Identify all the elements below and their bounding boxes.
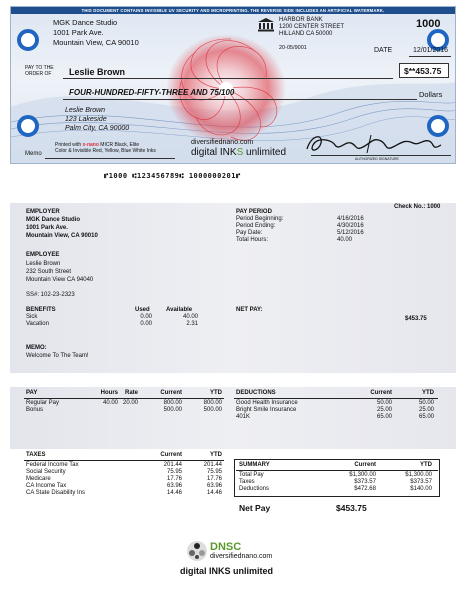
dollars-label: Dollars <box>419 90 443 99</box>
pay-current-values <box>152 400 182 414</box>
check-security-banner: THIS DOCUMENT CONTAINS INVISIBLE UV SECURITY AND MICROPRINTING. THE REVERSE SIDE INCLUDES AN ARTIFICIAL WATERMARK. <box>11 7 455 14</box>
benefits-used-header: Used <box>135 307 150 313</box>
ss-current: 75.95 <box>166 469 182 475</box>
taxes-heading: TAXES <box>26 452 46 458</box>
tax-social-security: Social Security <box>26 469 66 475</box>
brand-tagline <box>191 147 286 158</box>
sick-available: 40.00 <box>182 314 198 320</box>
footer-logo <box>0 538 463 598</box>
employee-ssn: SS#: 102-23-2323 <box>26 292 75 298</box>
summary-net-pay-value: $453.75 <box>336 503 367 513</box>
vacation-available: 2.31 <box>186 321 198 327</box>
benefits-available-header: Available <box>166 307 193 313</box>
deduction-401k: 401K <box>236 414 251 420</box>
ca-disability-ytd: 14.46 <box>206 490 222 496</box>
benefits-heading: BENEFITS <box>26 307 56 313</box>
date-underline <box>409 56 451 57</box>
net-pay-heading: NET PAY: <box>236 307 263 313</box>
amount-words-underline <box>63 99 417 100</box>
sick-used: 0.00 <box>140 314 152 320</box>
summary-header-rule <box>236 470 438 471</box>
check-hole-top-left <box>17 29 39 51</box>
tagline-s: S <box>236 147 244 158</box>
pay-date-value: 5/12/2016 <box>337 230 364 236</box>
memo-text: Welcome To The Team! <box>26 353 89 359</box>
pay-rate-header: Rate <box>124 390 138 396</box>
memo-label: Memo <box>25 151 42 157</box>
deduction-names <box>236 400 298 421</box>
bonus-ytd: 500.00 <box>203 407 222 413</box>
signature-line <box>311 155 451 156</box>
medicare-ytd: 17.76 <box>206 476 222 482</box>
taxes-ytd: $373.57 <box>410 479 432 485</box>
tax-ca-disability: CA State Disability Ins <box>26 490 86 496</box>
printed-with-label: Printed with <box>55 142 82 148</box>
check-no-label: Check No.: 1000 <box>394 204 441 210</box>
401k-current: 65.00 <box>376 414 392 420</box>
taxes-header-rule <box>24 460 224 461</box>
pay-ytd-values <box>194 400 222 414</box>
pay-to-label-1: PAY TO THE <box>25 65 54 71</box>
footer-tagline: digital INKS unlimited <box>180 566 274 576</box>
pay-header-rule <box>24 398 224 399</box>
brand-url: diversifiednano.com <box>191 139 254 146</box>
deductions-header-rule <box>234 398 438 399</box>
company-address-1: 1001 Park Ave. <box>53 28 104 37</box>
benefit-available-values <box>166 314 198 328</box>
401k-ytd: 65.00 <box>418 414 434 420</box>
pay-period-heading: PAY PERIOD <box>236 209 272 215</box>
summary-ytd-header: YTD <box>420 462 432 468</box>
printed-with-rest: MICR Black, Elite <box>100 142 140 148</box>
pay-current-header: Current <box>160 390 182 396</box>
check-amount: $**453.75 <box>404 66 442 76</box>
benefit-used-values <box>120 314 152 328</box>
summary-current-values <box>336 472 376 493</box>
tagline-part-a: digital INK <box>191 147 237 158</box>
payee-address-1: 123 Lakeside <box>65 116 107 123</box>
employee-address-1: 232 South Street <box>26 269 72 275</box>
tagline-part-b: unlimited <box>243 147 287 158</box>
pay-names <box>26 400 59 414</box>
company-address-2: Mountain View, CA 90010 <box>53 38 139 47</box>
pay-period-values <box>337 216 364 244</box>
pay-hours-header: Hours <box>100 390 118 396</box>
pay-period-labels <box>236 216 283 244</box>
total-pay-current: $1,300.00 <box>349 472 376 478</box>
check <box>10 6 456 164</box>
summary-current-header: Current <box>354 462 376 468</box>
summary-total-pay: Total Pay <box>239 472 264 478</box>
bank-address-2: HILLAND CA 50000 <box>279 31 333 37</box>
deductions-heading: DEDUCTIONS <box>236 390 276 396</box>
summary-heading: SUMMARY <box>239 462 270 468</box>
micr-line: ⑈1000 ⑆123456789⑆ 1000000201⑈ <box>104 172 241 180</box>
deductions-ytd: $140.00 <box>410 486 432 492</box>
pay-date-label: Pay Date: <box>236 230 263 236</box>
payee-address-name: Leslie Brown <box>65 107 106 114</box>
pay-regular: Regular Pay <box>26 400 60 406</box>
period-beginning-value: 4/16/2016 <box>337 216 364 222</box>
summary-taxes: Taxes <box>239 479 255 485</box>
vacation-used: 0.00 <box>140 321 152 327</box>
benefit-sick: Sick <box>26 314 38 320</box>
amount-in-words: FOUR-HUNDRED-FIFTY-THREE AND 75/100 <box>69 88 235 97</box>
tax-current-values <box>152 462 182 497</box>
deduction-health: Good Health Insurance <box>236 400 298 406</box>
regular-current: 800.00 <box>163 400 182 406</box>
taxes-current: $373.57 <box>354 479 376 485</box>
date-label: DATE <box>374 47 393 54</box>
deductions-ytd-header: YTD <box>422 390 434 396</box>
footer-url: diversifiednano.com <box>210 553 273 560</box>
memo-underline <box>45 158 175 159</box>
stub-info-panel <box>10 203 456 373</box>
health-ytd: 50.00 <box>418 400 434 406</box>
deductions-current-header: Current <box>370 390 392 396</box>
signature-image <box>301 131 451 155</box>
taxes-current-header: Current <box>160 452 182 458</box>
pay-rate-values <box>112 400 138 414</box>
bonus-current: 500.00 <box>163 407 182 413</box>
company-name: MGK Dance Studio <box>53 18 118 27</box>
period-beginning-label: Period Beginning: <box>236 216 284 222</box>
period-ending-label: Period Ending: <box>236 223 276 229</box>
total-hours-value: 40.00 <box>337 237 353 243</box>
footer-logo-text: DNSC <box>210 541 242 553</box>
deduction-smile: Bright Smile Insurance <box>236 407 297 413</box>
summary-names <box>239 472 269 493</box>
total-pay-ytd: $1,300.00 <box>405 472 432 478</box>
tax-names <box>26 462 85 497</box>
employee-heading: EMPLOYEE <box>26 252 60 258</box>
memo-heading: MEMO: <box>26 345 47 351</box>
printed-with-line-2: Color & Invisible Red, Yellow, Blue White Inks <box>55 148 156 154</box>
employer-address-2: Mountain View, CA 90010 <box>26 233 98 239</box>
smile-ytd: 25.00 <box>418 407 434 413</box>
pay-bonus: Bonus <box>26 407 44 413</box>
pay-ytd-header: YTD <box>210 390 222 396</box>
regular-rate: 20.00 <box>122 400 138 406</box>
employer-address-1: 1001 Park Ave. <box>26 225 68 231</box>
benefit-names <box>26 314 49 328</box>
payee-address-2: Palm City, CA 90000 <box>65 125 130 132</box>
bank-name: HARBOR BANK <box>279 17 323 23</box>
bank-building-icon <box>257 17 275 32</box>
payee-underline <box>63 78 393 79</box>
pay-to-label-2: ORDER OF <box>25 71 52 77</box>
smile-current: 25.00 <box>376 407 392 413</box>
xnano-brand: x-nano <box>82 142 99 148</box>
benefit-vacation: Vacation <box>26 321 49 327</box>
tax-ytd-values <box>194 462 222 497</box>
check-hole-bottom-left <box>17 115 39 137</box>
summary-net-pay-label: Net Pay <box>239 503 271 513</box>
tax-ca-income: CA Income Tax <box>26 483 67 489</box>
deduction-current-values <box>360 400 392 421</box>
dnsc-logo-icon <box>186 540 208 562</box>
taxes-ytd-header: YTD <box>210 452 222 458</box>
federal-current: 201.44 <box>163 462 182 468</box>
health-current: 50.00 <box>376 400 392 406</box>
deduction-ytd-values <box>404 400 434 421</box>
ca-income-current: 63.96 <box>166 483 182 489</box>
payee-name: Leslie Brown <box>69 67 126 77</box>
tax-medicare: Medicare <box>26 476 51 482</box>
deductions-current: $472.68 <box>354 486 376 492</box>
regular-hours: 40.00 <box>102 400 118 406</box>
routing-fraction: 20-05/9001 <box>279 45 307 51</box>
summary-ytd-values <box>392 472 432 493</box>
total-hours-label: Total Hours: <box>236 237 269 243</box>
ss-ytd: 75.95 <box>206 469 222 475</box>
tax-federal: Federal Income Tax <box>26 462 79 468</box>
bonus-rate <box>112 407 138 414</box>
pay-heading: PAY <box>26 390 38 396</box>
medicare-current: 17.76 <box>166 476 182 482</box>
ca-disability-current: 14.46 <box>166 490 182 496</box>
federal-ytd: 201.44 <box>203 462 222 468</box>
check-date: 12/01/2016 <box>413 47 449 54</box>
bank-address-1: 1200 CENTER STREET <box>279 24 345 30</box>
ca-income-ytd: 63.96 <box>206 483 222 489</box>
employee-address-2: Mountain View CA 94040 <box>26 277 94 283</box>
net-pay-value: $453.75 <box>405 316 427 322</box>
summary-deductions: Deductions <box>239 486 270 492</box>
employee-name: Leslie Brown <box>26 261 61 267</box>
check-number: 1000 <box>416 18 441 30</box>
regular-ytd: 800.00 <box>203 400 222 406</box>
employer-heading: EMPLOYER <box>26 209 60 215</box>
employer-name: MGK Dance Studio <box>26 217 81 223</box>
period-ending-value: 4/30/2016 <box>337 223 364 229</box>
authorized-signature-label: AUTHORIZED SIGNATURE <box>355 157 399 161</box>
